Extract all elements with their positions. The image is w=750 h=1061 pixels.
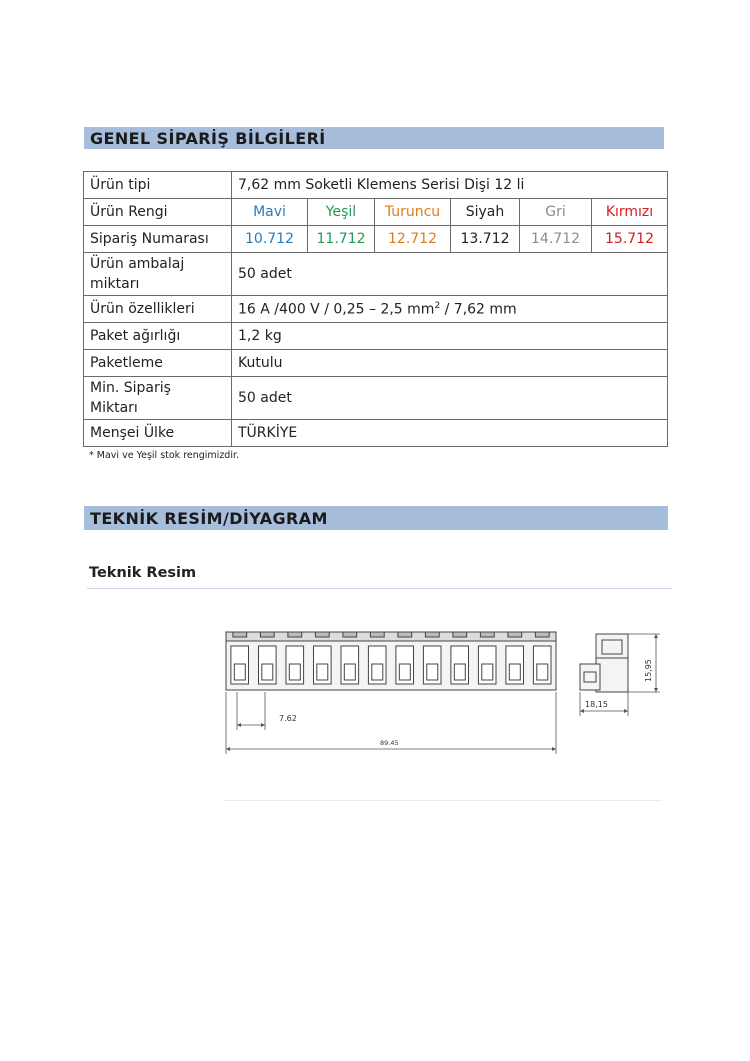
color-name: Mavi (232, 199, 308, 226)
table-row (84, 420, 668, 447)
block-tooth (425, 632, 439, 637)
block-tooth (288, 632, 302, 637)
block-tooth (343, 632, 357, 637)
color-name: Kırmızı (592, 199, 668, 226)
order-number: 12.712 (375, 226, 451, 253)
section-title: GENEL SİPARİŞ BİLGİLERİ (90, 129, 326, 148)
label-min-siparis (84, 377, 232, 420)
order-number: 15.712 (592, 226, 668, 253)
block-tooth (398, 632, 412, 637)
block-slot (341, 646, 359, 684)
dim-depth-label: 18,15 (585, 700, 608, 709)
label-ambalaj (84, 253, 232, 296)
block-tooth (260, 632, 274, 637)
block-slot (231, 646, 249, 684)
block-tooth (370, 632, 384, 637)
color-name: Turuncu (375, 199, 451, 226)
table-row (84, 323, 668, 350)
section-title: TEKNİK RESİM/DİYAGRAM (90, 509, 328, 528)
ozellikler-sup: 2 (434, 300, 441, 311)
spec-table (83, 171, 668, 447)
divider (224, 800, 662, 801)
color-name: Gri (520, 199, 592, 226)
technical-drawing (220, 620, 665, 760)
label-min-siparis-line2: Miktarı (90, 400, 138, 416)
section-header-teknik (84, 506, 668, 530)
section-header-genel (84, 127, 664, 149)
dim-height-label: 15,95 (644, 659, 653, 682)
color-name: Yeşil (308, 199, 375, 226)
block-slot (314, 646, 332, 684)
table-row (84, 226, 668, 253)
dim-length-label: 89.45 (380, 739, 399, 747)
block-slot (478, 646, 496, 684)
block-tooth (453, 632, 467, 637)
ozellikler-part-b: / 7,62 mm (440, 301, 517, 318)
table-row (84, 199, 668, 226)
table-row (84, 253, 668, 296)
block-tooth (315, 632, 329, 637)
label-urun-tipi: Ürün tipi (84, 172, 232, 199)
block-slot (423, 646, 441, 684)
block-slot (286, 646, 304, 684)
order-number: 13.712 (451, 226, 520, 253)
value-mensei: TÜRKİYE (232, 420, 668, 447)
value-ambalaj: 50 adet (232, 253, 668, 296)
block-slot (396, 646, 414, 684)
block-tooth (508, 632, 522, 637)
block-slot (368, 646, 386, 684)
footnote: * Mavi ve Yeşil stok rengimizdir. (89, 450, 240, 461)
divider (87, 588, 672, 589)
order-number: 11.712 (308, 226, 375, 253)
label-paketleme: Paketleme (84, 350, 232, 377)
label-urun-rengi: Ürün Rengi (84, 199, 232, 226)
ozellikler-part-a: 16 A /400 V / 0,25 – 2,5 mm (238, 301, 435, 318)
table-row (84, 296, 668, 323)
block-slot (259, 646, 277, 684)
value-paketleme: Kutulu (232, 350, 668, 377)
dim-pitch-label: 7.62 (279, 714, 297, 723)
label-siparis-numarasi: Sipariş Numarası (84, 226, 232, 253)
table-row (84, 350, 668, 377)
terminal-block-side-view (580, 634, 628, 692)
subsection-title: Teknik Resim (89, 565, 197, 581)
terminal-block-front-view (226, 632, 556, 690)
table-row (84, 172, 668, 199)
value-ozellikler (232, 296, 668, 323)
value-min-siparis: 50 adet (232, 377, 668, 420)
label-mensei: Menşei Ülke (84, 420, 232, 447)
block-tooth (535, 632, 549, 637)
order-number: 10.712 (232, 226, 308, 253)
order-number: 14.712 (520, 226, 592, 253)
label-agirlik: Paket ağırlığı (84, 323, 232, 350)
block-slot (451, 646, 469, 684)
label-ambalaj-line2: miktarı (90, 276, 140, 292)
block-tooth (233, 632, 247, 637)
value-urun-tipi: 7,62 mm Soketli Klemens Serisi Dişi 12 li (232, 172, 668, 199)
label-min-siparis-line1: Min. Sipariş (90, 380, 171, 396)
block-slot (506, 646, 524, 684)
block-tooth (480, 632, 494, 637)
label-ozellikler: Ürün özellikleri (84, 296, 232, 323)
label-ambalaj-line1: Ürün ambalaj (90, 256, 185, 272)
value-agirlik: 1,2 kg (232, 323, 668, 350)
color-name: Siyah (451, 199, 520, 226)
block-slot (533, 646, 551, 684)
table-row (84, 377, 668, 420)
